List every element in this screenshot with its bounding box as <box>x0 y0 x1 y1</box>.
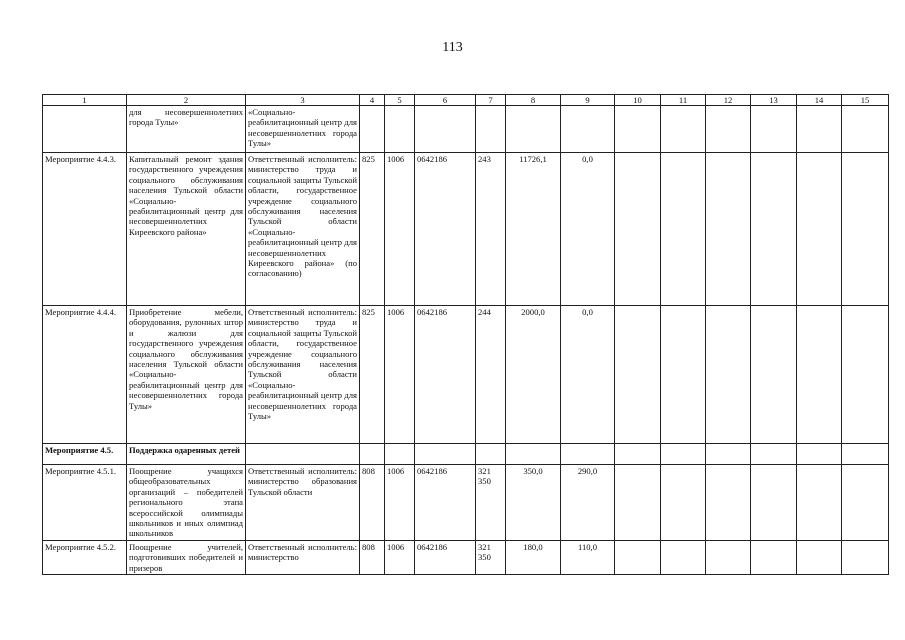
column-header: 4 <box>360 95 385 106</box>
empty-cell <box>615 540 661 574</box>
amount-value: 180,0 <box>506 540 561 574</box>
amount-value: 2000,0 <box>506 306 561 444</box>
column-header: 15 <box>842 95 889 106</box>
column-header: 11 <box>661 95 706 106</box>
empty-cell <box>615 106 661 153</box>
column-header: 8 <box>506 95 561 106</box>
empty-cell <box>797 540 842 574</box>
empty-cell <box>706 540 751 574</box>
activity-code <box>43 106 127 153</box>
empty-cell <box>615 153 661 306</box>
budget-code-expense-type: 243 <box>476 153 506 306</box>
empty-cell <box>842 306 889 444</box>
empty-cell <box>751 106 797 153</box>
budget-code-section <box>385 444 415 465</box>
empty-cell <box>706 465 751 541</box>
column-header: 3 <box>246 95 360 106</box>
empty-cell <box>842 465 889 541</box>
empty-cell <box>797 306 842 444</box>
budget-code-target: 0642186 <box>415 465 476 541</box>
table-row <box>43 540 889 574</box>
responsible-executor: Ответственный исполнитель: министерство образования Тульской области <box>246 465 360 541</box>
responsible-executor: Ответственный исполнитель: министерство <box>246 540 360 574</box>
budget-code-section: 1006 <box>385 465 415 541</box>
empty-cell <box>797 153 842 306</box>
budget-code-grbs <box>360 444 385 465</box>
budget-code-grbs: 825 <box>360 306 385 444</box>
activity-description: Поощрение учащихся общеобразовательных организаций – победителей регионального этапа всероссийской олимпиады школьников и иных олимпиад школьников <box>127 465 246 541</box>
budget-code-target: 0642186 <box>415 153 476 306</box>
column-header: 10 <box>615 95 661 106</box>
empty-cell <box>615 465 661 541</box>
activity-description: Поощрение учителей, подготовивших победителей и призеров <box>127 540 246 574</box>
activity-code: Мероприятие 4.5. <box>43 444 127 465</box>
column-header: 1 <box>43 95 127 106</box>
budget-code-target <box>415 106 476 153</box>
budget-code-expense-type <box>476 106 506 153</box>
empty-cell <box>842 153 889 306</box>
budget-code-expense-type <box>476 444 506 465</box>
budget-code-grbs <box>360 106 385 153</box>
empty-cell <box>661 540 706 574</box>
column-header: 9 <box>561 95 615 106</box>
amount-value: 290,0 <box>561 465 615 541</box>
table-row <box>43 444 889 465</box>
amount-value: 0,0 <box>561 153 615 306</box>
responsible-executor: Ответственный исполнитель: министерство труда и социальной защиты Тульской области, государственное учреждение социального обслуживания населения Тульской области «Социально-реабилитационный центр для несовершеннолетних города Тулы» <box>246 306 360 444</box>
table-row <box>43 106 889 153</box>
empty-cell <box>751 540 797 574</box>
empty-cell <box>842 540 889 574</box>
empty-cell <box>751 444 797 465</box>
budget-code-expense-type: 321 350 <box>476 540 506 574</box>
amount-value: 0,0 <box>561 306 615 444</box>
column-header: 5 <box>385 95 415 106</box>
empty-cell <box>661 106 706 153</box>
empty-cell <box>661 153 706 306</box>
empty-cell <box>751 306 797 444</box>
budget-code-target <box>415 444 476 465</box>
activity-description: Приобретение мебели, оборудования, рулонных штор и жалюзи для государственного учреждения социального обслуживания населения Тульской области «Социально-реабилитационный центр для несовершеннолетних города Тулы» <box>127 306 246 444</box>
empty-cell <box>661 306 706 444</box>
table-row <box>43 306 889 444</box>
activity-description: Поддержка одаренных детей <box>127 444 246 465</box>
budget-code-section: 1006 <box>385 153 415 306</box>
responsible-executor <box>246 444 360 465</box>
page-number: 113 <box>442 40 463 55</box>
header-row <box>43 95 889 106</box>
activity-description: для несовершеннолетних города Тулы» <box>127 106 246 153</box>
empty-cell <box>706 306 751 444</box>
budget-table <box>42 94 889 575</box>
budget-code-section <box>385 106 415 153</box>
column-header: 2 <box>127 95 246 106</box>
amount-value <box>506 444 561 465</box>
empty-cell <box>706 153 751 306</box>
empty-cell <box>797 465 842 541</box>
empty-cell <box>661 444 706 465</box>
budget-code-section: 1006 <box>385 306 415 444</box>
empty-cell <box>751 153 797 306</box>
column-header: 12 <box>706 95 751 106</box>
amount-value <box>506 106 561 153</box>
table-row <box>43 465 889 541</box>
activity-code: Мероприятие 4.5.1. <box>43 465 127 541</box>
empty-cell <box>706 106 751 153</box>
budget-code-target: 0642186 <box>415 306 476 444</box>
budget-code-target: 0642186 <box>415 540 476 574</box>
empty-cell <box>706 444 751 465</box>
budget-code-grbs: 808 <box>360 540 385 574</box>
empty-cell <box>797 444 842 465</box>
activity-description: Капитальный ремонт здания государственного учреждения социального обслуживания населения Тульской области «Социально-реабилитационный центр для несовершеннолетних Киреевского района» <box>127 153 246 306</box>
budget-code-grbs: 825 <box>360 153 385 306</box>
activity-code: Мероприятие 4.4.3. <box>43 153 127 306</box>
empty-cell <box>842 106 889 153</box>
activity-code: Мероприятие 4.5.2. <box>43 540 127 574</box>
empty-cell <box>842 444 889 465</box>
table-row <box>43 153 889 306</box>
budget-code-grbs: 808 <box>360 465 385 541</box>
empty-cell <box>615 306 661 444</box>
amount-value <box>561 106 615 153</box>
budget-code-section: 1006 <box>385 540 415 574</box>
empty-cell <box>797 106 842 153</box>
empty-cell <box>661 465 706 541</box>
amount-value: 11726,1 <box>506 153 561 306</box>
amount-value: 350,0 <box>506 465 561 541</box>
empty-cell <box>615 444 661 465</box>
activity-code: Мероприятие 4.4.4. <box>43 306 127 444</box>
column-header: 14 <box>797 95 842 106</box>
amount-value: 110,0 <box>561 540 615 574</box>
amount-value <box>561 444 615 465</box>
budget-code-expense-type: 244 <box>476 306 506 444</box>
column-header: 13 <box>751 95 797 106</box>
column-header: 6 <box>415 95 476 106</box>
responsible-executor: «Социально-реабилитационный центр для несовершеннолетних города Тулы» <box>246 106 360 153</box>
empty-cell <box>751 465 797 541</box>
budget-code-expense-type: 321 350 <box>476 465 506 541</box>
column-header: 7 <box>476 95 506 106</box>
responsible-executor: Ответственный исполнитель: министерство труда и социальной защиты Тульской области, государственное учреждение социального обслуживания населения Тульской области «Социально-реабилитационный центр для несовершеннолетних Киреевского района» (по согласованию) <box>246 153 360 306</box>
